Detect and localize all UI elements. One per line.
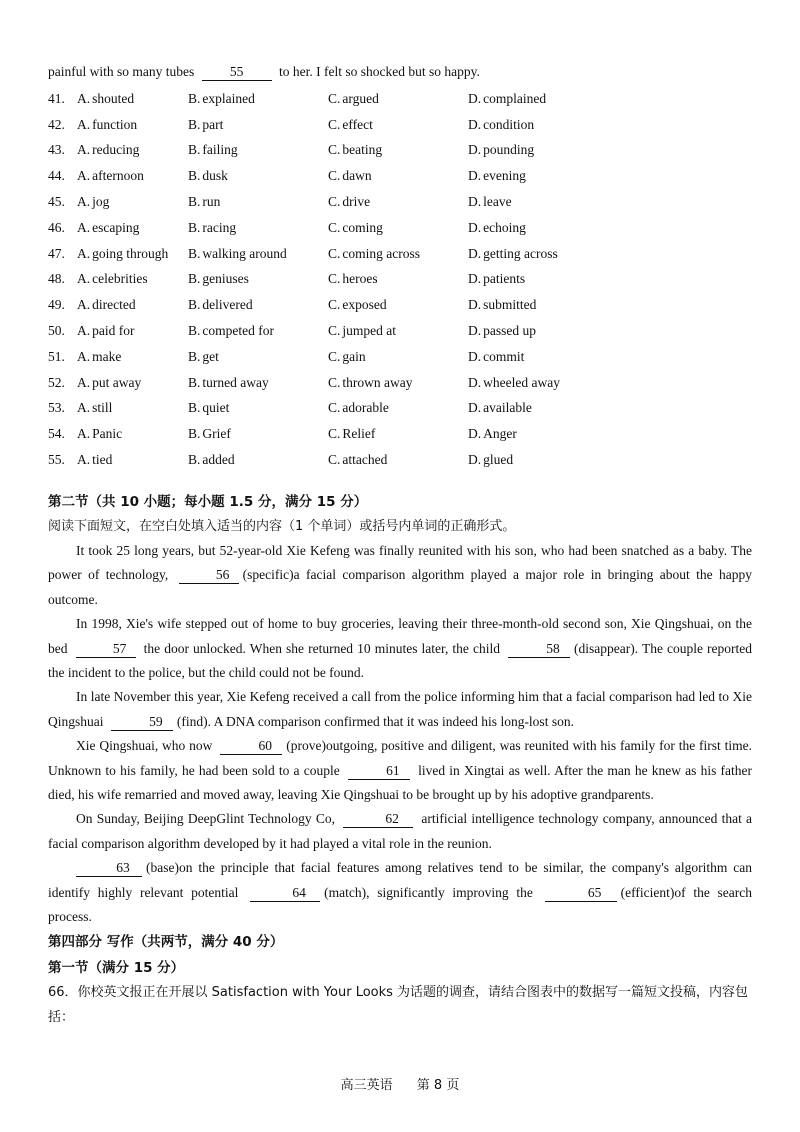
option-text: patients: [483, 271, 526, 287]
option-text: delivered: [202, 297, 253, 313]
question-number: 42.: [48, 116, 65, 132]
option-a: [77, 452, 188, 468]
option-text: Anger: [483, 426, 517, 442]
option-d: [468, 91, 618, 107]
para-text: In 1998, Xie's wife stepped out of home to buy groceries, leaving their three-month-old second son, Xie Qingshuai, on the bed: [48, 616, 752, 656]
option-c: [328, 426, 468, 442]
option-text: put away: [92, 374, 142, 390]
option-c: [328, 297, 468, 313]
question-row: [48, 138, 752, 164]
option-letter: C.: [328, 426, 341, 442]
para-text: (disappear). The couple reported the incident to the police, but the child could not be found.: [48, 640, 753, 680]
option-letter: B.: [188, 297, 201, 313]
option-letter: B.: [188, 323, 201, 339]
option-letter: C.: [328, 348, 341, 364]
option-letter: A.: [77, 116, 91, 132]
option-letter: C.: [328, 142, 341, 158]
option-a: [77, 426, 188, 442]
option-d: [468, 452, 618, 468]
option-text: condition: [483, 116, 535, 132]
option-a: [77, 91, 188, 107]
question-number: 54.: [48, 426, 65, 442]
option-letter: D.: [468, 142, 482, 158]
option-text: evening: [483, 168, 526, 184]
question-row: [48, 396, 752, 422]
option-letter: D.: [468, 116, 482, 132]
option-text: passed up: [483, 323, 536, 339]
option-letter: A.: [77, 245, 91, 261]
blank-57: 57: [76, 641, 136, 658]
option-text: still: [92, 400, 113, 416]
option-letter: A.: [77, 426, 91, 442]
option-d: [468, 400, 618, 416]
option-letter: D.: [468, 374, 482, 390]
option-letter: B.: [188, 271, 201, 287]
option-text: competed for: [202, 323, 274, 339]
option-text: tied: [92, 452, 113, 468]
option-a: [77, 168, 188, 184]
option-letter: C.: [328, 400, 341, 416]
question-number: 43.: [48, 142, 65, 158]
option-d: [468, 426, 618, 442]
option-text: failing: [202, 142, 238, 158]
option-b: [188, 246, 328, 262]
option-text: afternoon: [92, 168, 144, 184]
option-letter: C.: [328, 297, 341, 313]
para-text: (find). A DNA comparison confirmed that it was indeed his long-lost son.: [176, 713, 574, 729]
option-text: shouted: [92, 90, 135, 106]
option-text: explained: [202, 90, 255, 106]
question-row: [48, 421, 752, 447]
option-text: make: [92, 348, 122, 364]
para-text: lived in Xingtai as well. After the man he knew as his father died, his wife remarried and moved away, leaving Xie Qingshuai to be brought up by his adoptive grandparents.: [48, 762, 753, 803]
option-b: [188, 349, 328, 365]
option-text: effect: [342, 116, 373, 132]
option-letter: D.: [468, 271, 482, 287]
option-c: [328, 220, 468, 236]
option-a: [77, 349, 188, 365]
question-number: 44.: [48, 168, 65, 184]
question-row: [48, 318, 752, 344]
option-text: reducing: [92, 142, 140, 158]
option-letter: D.: [468, 194, 482, 210]
option-text: quiet: [202, 400, 230, 416]
option-letter: A.: [77, 374, 91, 390]
option-letter: A.: [77, 400, 91, 416]
question-number: 53.: [48, 400, 65, 416]
option-text: Panic: [92, 426, 123, 442]
option-a: [77, 117, 188, 133]
question-number: 41.: [48, 90, 65, 106]
blank-56: 56: [179, 567, 239, 584]
option-b: [188, 194, 328, 210]
option-text: attached: [342, 452, 388, 468]
option-b: [188, 323, 328, 339]
option-letter: C.: [328, 245, 341, 261]
option-letter: B.: [188, 400, 201, 416]
option-b: [188, 400, 328, 416]
option-letter: D.: [468, 400, 482, 416]
option-text: escaping: [92, 219, 140, 235]
option-c: [328, 168, 468, 184]
option-letter: D.: [468, 168, 482, 184]
option-letter: D.: [468, 219, 482, 235]
option-c: [328, 375, 468, 391]
option-letter: D.: [468, 90, 482, 106]
option-d: [468, 323, 618, 339]
option-text: geniuses: [202, 271, 249, 287]
section2-instruction: 阅读下面短文，在空白处填入适当的内容（1 个单词）或括号内单词的正确形式。: [48, 518, 516, 534]
option-text: paid for: [92, 323, 135, 339]
part4-heading: 第四部分 写作（共两节，满分 40 分）: [48, 934, 284, 951]
para-text: (efficient)of the search process.: [48, 884, 753, 925]
option-text: part: [202, 116, 224, 132]
blank-58: 58: [508, 641, 570, 658]
option-text: jog: [92, 194, 110, 210]
question-66: 66．你校英文报正在开展以 Satisfaction with Your Looks 为话题的调查，请结合图表中的数据写一篇短文投稿，内容包括：: [48, 985, 749, 1025]
exam-page: [48, 60, 752, 1030]
option-letter: C.: [328, 271, 341, 287]
option-b: [188, 168, 328, 184]
option-letter: D.: [468, 297, 482, 313]
option-text: Grief: [202, 426, 231, 442]
question-row: [48, 86, 752, 112]
passage-paragraph-6: [48, 856, 752, 929]
option-letter: B.: [188, 374, 201, 390]
option-letter: A.: [77, 142, 91, 158]
option-letter: B.: [188, 168, 201, 184]
option-letter: A.: [77, 452, 91, 468]
question-row: [48, 370, 752, 396]
para-text: In late November this year, Xie Kefeng received a call from the police informing him that a facial comparison had led to Xie Qingshuai: [48, 689, 752, 729]
option-text: exposed: [342, 297, 387, 313]
passage-paragraph-2: [48, 612, 752, 685]
question-row: [48, 447, 752, 473]
option-text: dusk: [202, 168, 228, 184]
option-text: getting across: [483, 245, 558, 261]
option-letter: C.: [328, 374, 341, 390]
multiple-choice-list: [48, 86, 752, 473]
question-row: [48, 292, 752, 318]
option-a: [77, 400, 188, 416]
option-a: [77, 375, 188, 391]
option-letter: B.: [188, 348, 201, 364]
option-text: coming across: [342, 245, 420, 261]
option-letter: A.: [77, 297, 91, 313]
option-c: [328, 349, 468, 365]
option-b: [188, 117, 328, 133]
para-text: (prove)outgoing, positive and diligent, was reunited with his family for the first time. Unknown to his family, he had been sold to a couple: [48, 738, 752, 778]
option-a: [77, 142, 188, 158]
option-text: commit: [483, 348, 525, 364]
option-letter: D.: [468, 348, 482, 364]
option-letter: D.: [468, 323, 482, 339]
question-number: 45.: [48, 194, 65, 210]
option-c: [328, 194, 468, 210]
passage-paragraph-5: [48, 807, 752, 856]
blank-62: 62: [343, 811, 413, 828]
question-number: 46.: [48, 219, 65, 235]
para-text: Xie Qingshuai, who now: [76, 738, 213, 754]
option-b: [188, 426, 328, 442]
option-a: [77, 220, 188, 236]
option-letter: C.: [328, 452, 341, 468]
question-number: 52.: [48, 374, 65, 390]
option-text: function: [92, 116, 138, 132]
option-text: racing: [202, 219, 237, 235]
blank-55: 55: [202, 64, 272, 81]
option-letter: B.: [188, 245, 201, 261]
para-text: artificial intelligence technology company, announced that a facial comparison algorithm developed by it had played a vital role in the reunion.: [48, 811, 753, 851]
question-row: [48, 163, 752, 189]
footer-page-number: 第 8 页: [416, 1078, 460, 1093]
para-text: the door unlocked. When she returned 10 minutes later, the child: [143, 640, 500, 656]
option-b: [188, 271, 328, 287]
blank-64: 64: [250, 885, 320, 902]
option-a: [77, 297, 188, 313]
option-a: [77, 246, 188, 262]
option-text: turned away: [202, 374, 269, 390]
option-d: [468, 246, 618, 262]
option-text: argued: [342, 90, 379, 106]
option-text: thrown away: [342, 374, 413, 390]
option-text: coming: [342, 219, 383, 235]
question-number: 48.: [48, 271, 65, 287]
question-row: [48, 241, 752, 267]
question-row: [48, 215, 752, 241]
option-letter: C.: [328, 219, 341, 235]
option-text: gain: [342, 348, 366, 364]
option-d: [468, 117, 618, 133]
option-letter: C.: [328, 90, 341, 106]
option-d: [468, 168, 618, 184]
option-b: [188, 142, 328, 158]
option-c: [328, 271, 468, 287]
para-text: (match), significantly improving the: [324, 884, 533, 900]
option-text: beating: [342, 142, 383, 158]
option-letter: B.: [188, 194, 201, 210]
option-letter: C.: [328, 116, 341, 132]
option-c: [328, 400, 468, 416]
question-number: 51.: [48, 348, 65, 364]
option-text: walking around: [202, 245, 287, 261]
option-letter: A.: [77, 323, 91, 339]
option-letter: C.: [328, 194, 341, 210]
option-text: celebrities: [92, 271, 148, 287]
option-a: [77, 271, 188, 287]
option-text: adorable: [342, 400, 389, 416]
intro-text-before: painful with so many tubes: [48, 64, 195, 79]
question-row: [48, 344, 752, 370]
question-number: 49.: [48, 297, 65, 313]
option-letter: D.: [468, 245, 482, 261]
option-b: [188, 452, 328, 468]
option-c: [328, 142, 468, 158]
option-text: available: [483, 400, 532, 416]
option-d: [468, 142, 618, 158]
para-text: It took 25 long years, but 52-year-old Xie Kefeng was finally reunited with his son, who had been snatched as a baby. The power of technology,: [48, 542, 752, 583]
option-letter: B.: [188, 219, 201, 235]
option-text: echoing: [483, 219, 526, 235]
option-b: [188, 220, 328, 236]
option-text: jumped at: [342, 323, 397, 339]
passage-paragraph-1: [48, 539, 752, 612]
option-text: glued: [483, 452, 514, 468]
option-letter: C.: [328, 168, 341, 184]
option-letter: A.: [77, 219, 91, 235]
question-row: [48, 267, 752, 293]
option-letter: D.: [468, 426, 482, 442]
option-text: dawn: [342, 168, 372, 184]
option-letter: B.: [188, 142, 201, 158]
option-text: get: [202, 348, 219, 364]
option-d: [468, 349, 618, 365]
option-b: [188, 91, 328, 107]
option-letter: B.: [188, 116, 201, 132]
part4-sub-heading: 第一节（满分 15 分）: [48, 960, 185, 977]
question-row: [48, 112, 752, 138]
option-d: [468, 375, 618, 391]
intro-line: [48, 60, 752, 84]
option-letter: B.: [188, 426, 201, 442]
blank-59: 59: [111, 714, 173, 731]
option-c: [328, 323, 468, 339]
para-text: (base)on the principle that facial features among relatives tend to be similar, the company's algorithm can identify highly relevant potential: [48, 860, 752, 900]
option-text: submitted: [483, 297, 537, 313]
para-text: On Sunday, Beijing DeepGlint Technology Co,: [76, 811, 335, 827]
blank-65: 65: [545, 885, 617, 902]
question-number: 47.: [48, 245, 65, 261]
para-text: (specific)a facial comparison algorithm played a major role in bringing about the happy outcome.: [48, 567, 753, 607]
option-d: [468, 297, 618, 313]
option-text: directed: [92, 297, 136, 313]
option-b: [188, 375, 328, 391]
option-text: leave: [483, 194, 512, 210]
option-text: wheeled away: [483, 374, 560, 390]
option-text: run: [202, 194, 221, 210]
option-a: [77, 194, 188, 210]
option-c: [328, 452, 468, 468]
option-letter: A.: [77, 90, 91, 106]
option-text: added: [202, 452, 235, 468]
option-text: complained: [483, 90, 547, 106]
option-d: [468, 194, 618, 210]
intro-text-after: to her. I felt so shocked but so happy.: [278, 64, 480, 79]
footer-subject: 高三英语: [340, 1078, 393, 1093]
section2-heading: 第二节（共 10 小题；每小题 1.5 分，满分 15 分）: [48, 493, 368, 510]
option-text: going through: [92, 245, 169, 261]
option-d: [468, 271, 618, 287]
blank-60: 60: [220, 738, 282, 755]
option-d: [468, 220, 618, 236]
option-c: [328, 246, 468, 262]
option-text: Relief: [342, 426, 376, 442]
option-text: heroes: [342, 271, 378, 287]
question-number: 55.: [48, 452, 65, 468]
option-letter: A.: [77, 348, 91, 364]
option-letter: B.: [188, 452, 201, 468]
question-row: [48, 189, 752, 215]
blank-61: 61: [348, 763, 410, 780]
option-letter: B.: [188, 90, 201, 106]
option-letter: A.: [77, 194, 91, 210]
blank-63: 63: [76, 860, 142, 877]
option-letter: D.: [468, 452, 482, 468]
option-letter: A.: [77, 271, 91, 287]
option-letter: C.: [328, 323, 341, 339]
option-text: drive: [342, 194, 371, 210]
option-c: [328, 91, 468, 107]
option-c: [328, 117, 468, 133]
passage-paragraph-3: [48, 685, 752, 734]
question-number: 50.: [48, 323, 65, 339]
page-footer: [0, 1074, 800, 1093]
passage-paragraph-4: [48, 734, 752, 807]
option-text: pounding: [483, 142, 535, 158]
option-letter: A.: [77, 168, 91, 184]
option-a: [77, 323, 188, 339]
option-b: [188, 297, 328, 313]
